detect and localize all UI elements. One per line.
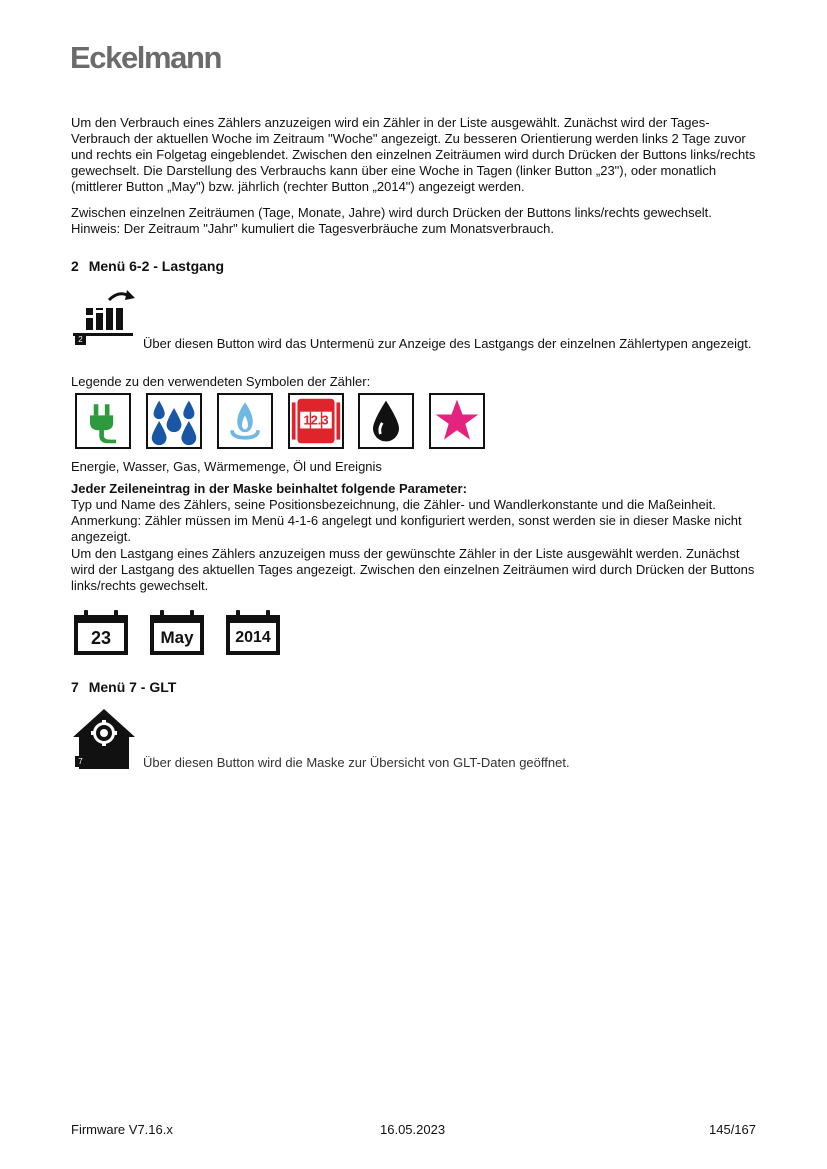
legend-heat xyxy=(288,393,344,449)
legend-event xyxy=(429,393,485,449)
menu-number-badge: 7 xyxy=(75,756,86,767)
calendar-day-button[interactable] xyxy=(73,610,129,656)
calendar-month-button[interactable] xyxy=(149,610,205,656)
legend-gas xyxy=(217,393,273,449)
params-line-2: Um den Lastgang eines Zählers anzuzeigen muss der gewünschte Zähler in der Liste ausgewählt werden. Zunächst wird der Lastgang des aktuellen Tages angezeigt. Zwischen den einzelnen Zeiträumen wird durch Drücken der Buttons links/rechts gewechselt. xyxy=(71,546,755,593)
params-line-1: Typ und Name des Zählers, seine Positionsbezeichnung, die Zähler- und Wandlerkonstante und die Maßeinheit. Anmerkung: Zähler müssen im Menü 4-1-6 angelegt und konfiguriert werden, sonst werden sie in dieser Maske nicht angezeigt. xyxy=(71,497,742,544)
plug-icon xyxy=(77,395,129,447)
footer-page-number: 145/167 xyxy=(709,1122,756,1137)
legend-energy xyxy=(75,393,131,449)
calendar-year-button[interactable] xyxy=(225,610,281,656)
glt-button-description: Über diesen Button wird die Maske zur Übersicht von GLT-Daten geöffnet. xyxy=(143,755,570,770)
legend-caption: Energie, Wasser, Gas, Wärmemenge, Öl und Ereignis xyxy=(71,459,382,474)
heat-meter-icon xyxy=(290,395,342,447)
menu-number-badge: 2 xyxy=(75,334,86,345)
oil-drop-icon xyxy=(360,395,412,447)
event-star-icon xyxy=(431,395,483,447)
water-drops-icon xyxy=(148,395,200,447)
intro-paragraph-1: Um den Verbrauch eines Zählers anzuzeigen wird ein Zähler in der Liste ausgewählt. Zunächst wird der Tages-Verbrauch der aktuellen Woche im Zeitraum "Woche" angezeigt. Zu besseren Orientierung werden links 2 Tage zuvor und rechts ein Folgetag eingeblendet. Zwischen den einzelnen Zeiträumen wird durch Drücken der Buttons links/rechts gewechselt. Die Darstellung des Verbrauchs kann über eine Woche in Tagen (linker Button „23"), oder monatlich (mittlerer Button „May") bzw. jährlich (rechter Button „2014") angezeigt werden. xyxy=(71,115,756,194)
calendar-year-label: 2014 xyxy=(235,629,271,646)
legend-oil xyxy=(358,393,414,449)
footer-date: 16.05.2023 xyxy=(380,1122,446,1137)
footer-firmware: Firmware V7.16.x xyxy=(71,1122,173,1137)
params-heading: Jeder Zeileneintrag in der Maske beinhaltet folgende Parameter: xyxy=(71,481,467,496)
intro-paragraph-2: Zwischen einzelnen Zeiträumen (Tage, Monate, Jahre) wird durch Drücken der Buttons links/rechts gewechselt. Hinweis: Der Zeitraum "Jahr" kumuliert die Tagesverbräuche zum Monatsverbrauch. xyxy=(71,205,712,236)
section-number: 7 xyxy=(71,679,79,695)
gas-flame-icon xyxy=(219,395,271,447)
calendar-day-label: 23 xyxy=(90,627,112,648)
section-title: Menü 6-2 - Lastgang xyxy=(88,258,225,274)
legend-water xyxy=(146,393,202,449)
calendar-month-label: May xyxy=(160,628,194,647)
section-number: 2 xyxy=(71,258,79,274)
heat-meter-reading: 12.3 xyxy=(303,412,329,428)
section-heading-glt xyxy=(71,679,176,695)
glt-menu-button[interactable] xyxy=(73,707,135,770)
section-heading-lastgang xyxy=(71,258,224,274)
eckelmann-logo: Eckelmann xyxy=(70,40,222,75)
legend-title: Legende zu den verwendeten Symbolen der Zähler: xyxy=(71,374,371,389)
section-title: Menü 7 - GLT xyxy=(88,679,177,695)
lastgang-button-description: Über diesen Button wird das Untermenü zur Anzeige des Lastgangs der einzelnen Zählertypen angezeigt. xyxy=(143,336,752,351)
